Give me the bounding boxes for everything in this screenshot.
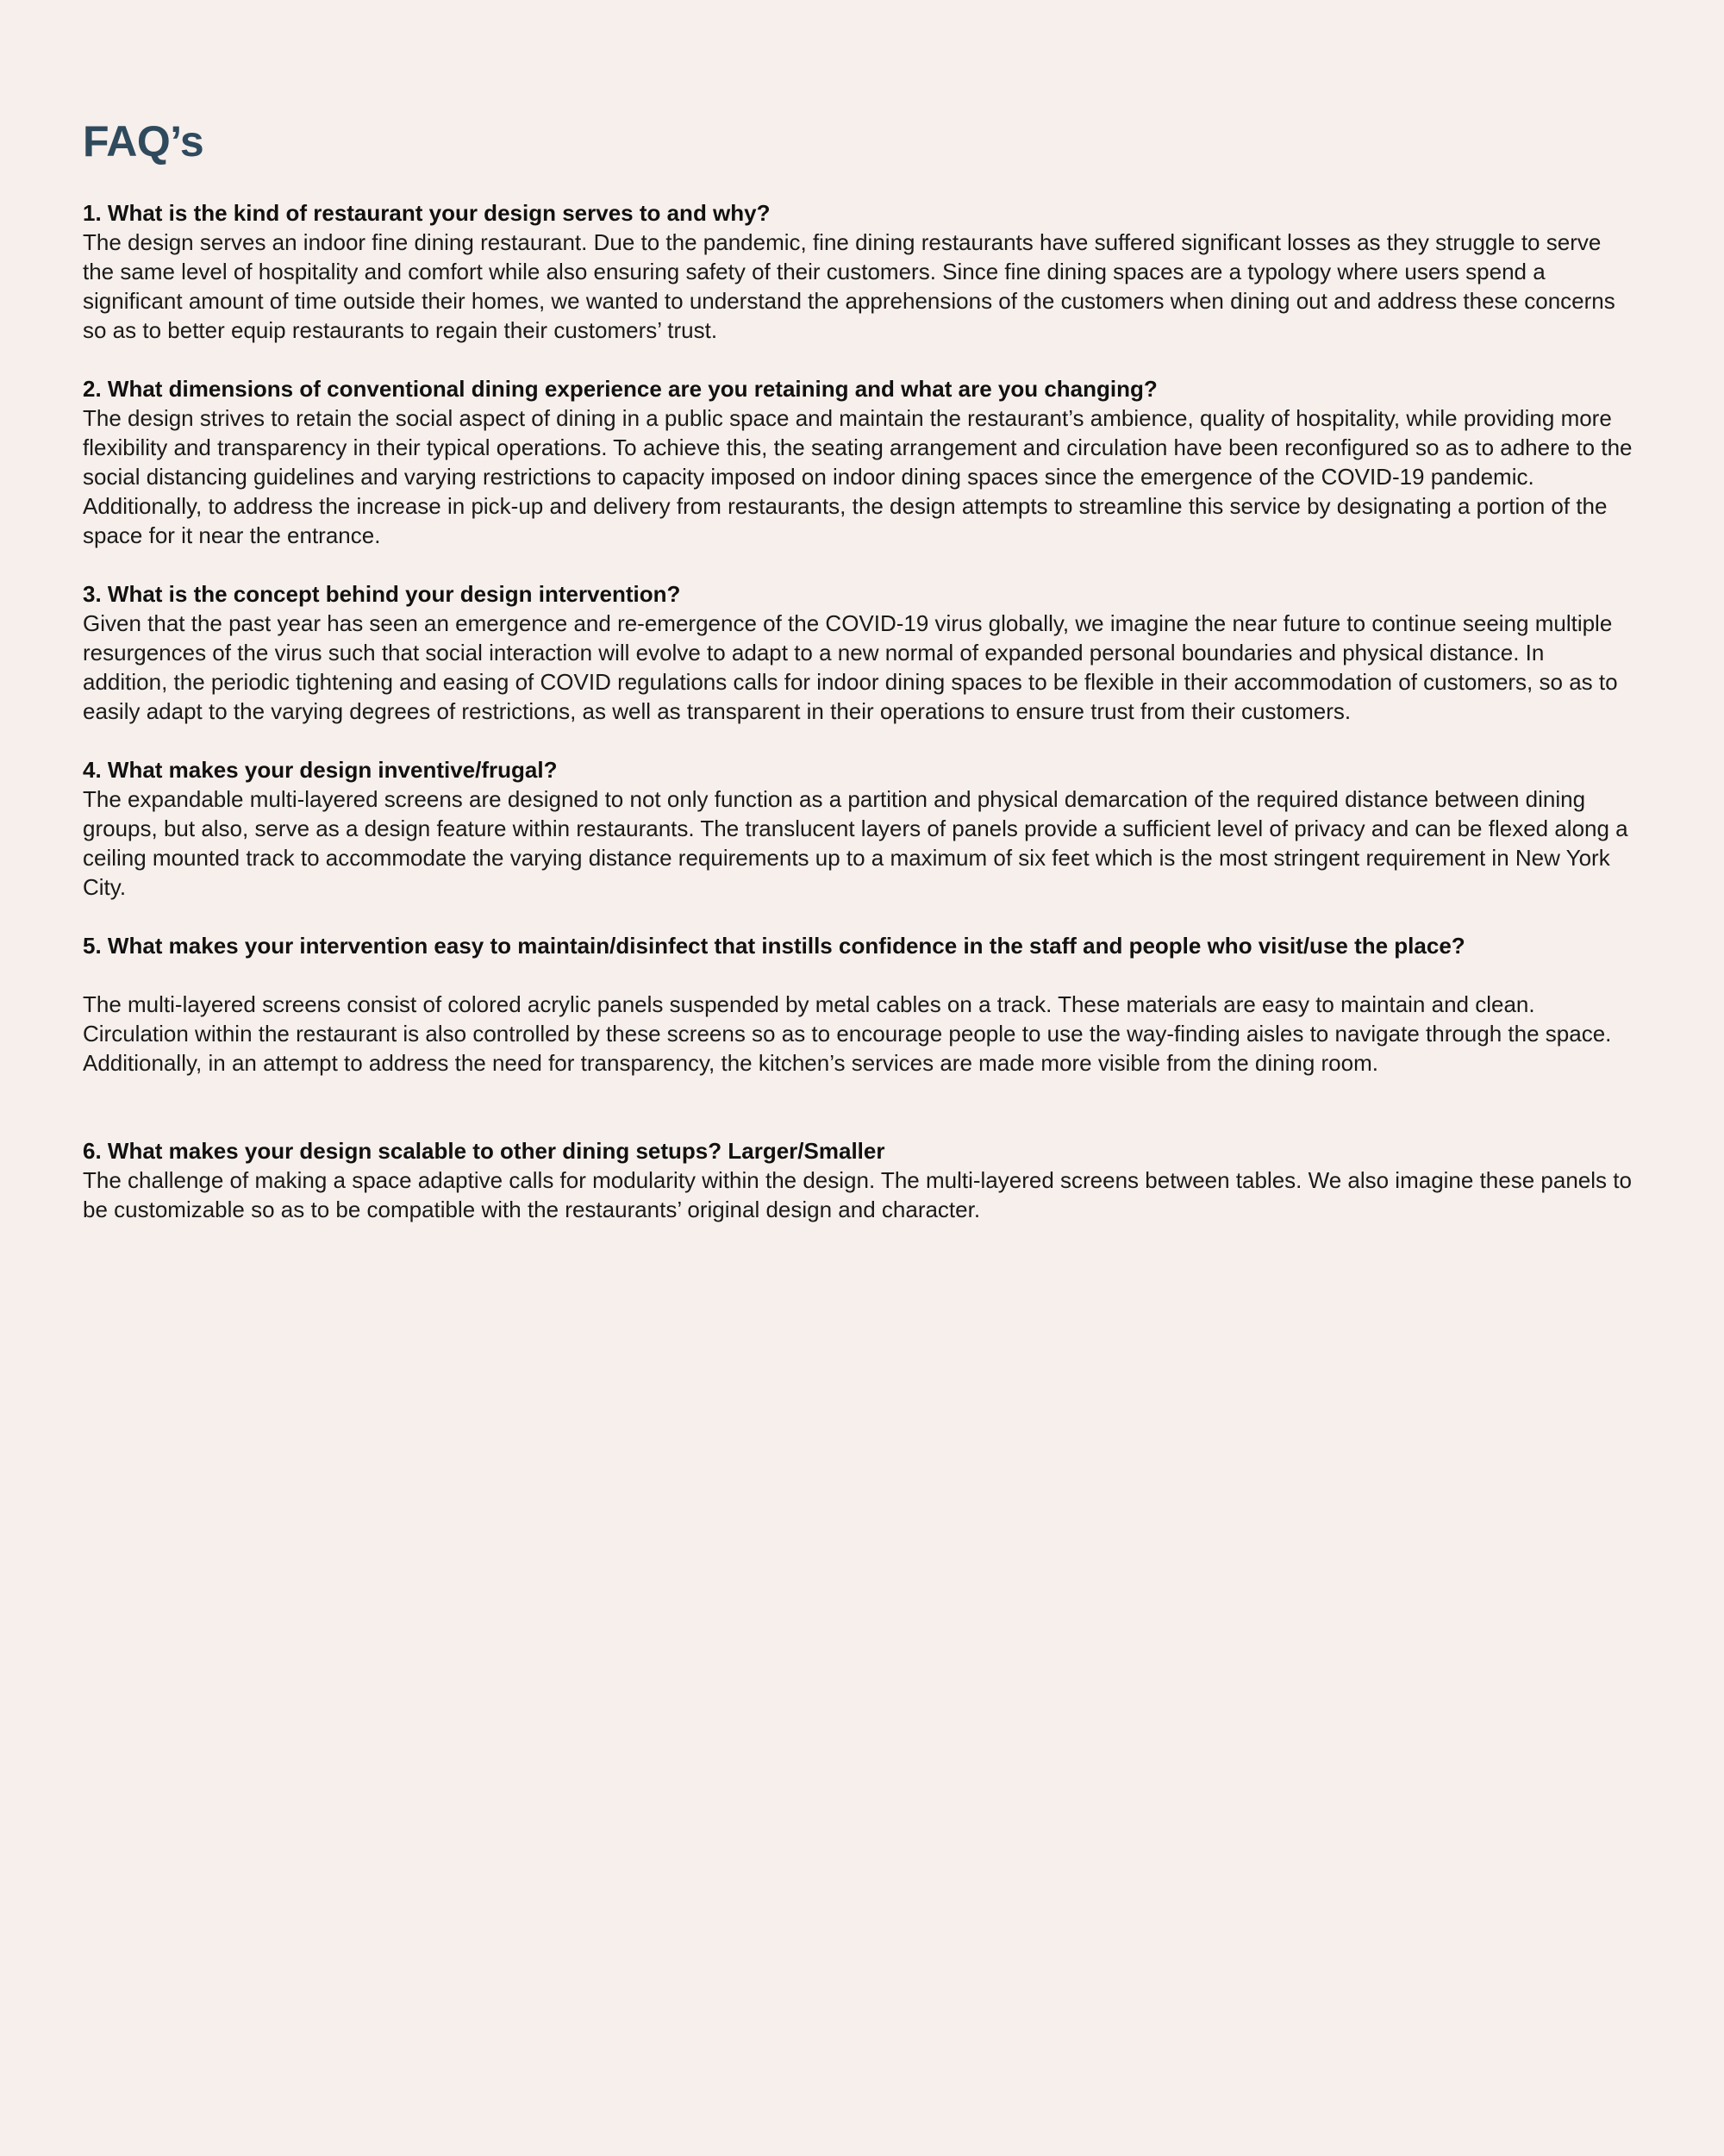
faq-answer-2: The design strives to retain the social aspect of dining in a public space and maintain the restaurant’s ambience, quality of hospitality, while providing more flexibility and transparency in their typical operations. To achieve this, the seating arrangement and circulation have been reconfigured so as to adhere to the social distancing guidelines and varying restrictions to capacity imposed on indoor dining spaces since the emergence of the COVID-19 pandemic. Additionally, to address the increase in pick-up and delivery from restaurants, the design attempts to streamline this service by designating a portion of the space for it near the entrance.	[83, 405, 1633, 548]
faq-page	[83, 110, 1634, 1253]
faq-answer-1: The design serves an indoor fine dining restaurant. Due to the pandemic, fine dining restaurants have suffered significant losses as they struggle to serve the same level of hospitality and comfort while also ensuring safety of their customers. Since fine dining spaces are a typology where users spend a significant amount of time outside their homes, we wanted to understand the apprehensions of the customers when dining out and address these concerns so as to better equip restaurants to regain their customers’ trust.	[83, 229, 1615, 343]
faq-answer-6: The challenge of making a space adaptive calls for modularity within the design. The multi-layered screens between tables. We also imagine these panels to be customizable so as to be compatible with the restaurants’ original design and character.	[83, 1167, 1632, 1222]
faq-question-1: 1. What is the kind of restaurant your design serves to and why?	[83, 200, 771, 226]
faq-question-3: 3. What is the concept behind your design intervention?	[83, 581, 681, 607]
faq-answer-3: Given that the past year has seen an emergence and re-emergence of the COVID-19 virus globally, we imagine the near future to continue seeing multiple resurgences of the virus such that social interaction will evolve to adapt to a new normal of expanded personal boundaries and physical distance. In addition, the periodic tightening and easing of COVID regulations calls for indoor dining spaces to be flexible in their accommodation of customers, so as to easily adapt to the varying degrees of restrictions, as well as transparent in their operations to ensure trust from their customers.	[83, 610, 1618, 724]
faq-list	[83, 198, 1634, 1224]
faq-question-5: 5. What makes your intervention easy to maintain/disinfect that instills confidence in the staff and people who visit/use the place?	[83, 933, 1465, 959]
faq-question-2: 2. What dimensions of conventional dining experience are you retaining and what are you changing?	[83, 376, 1158, 402]
faq-item-1	[83, 198, 1634, 345]
faq-answer-5: The multi-layered screens consist of colored acrylic panels suspended by metal cables on a track. These materials are easy to maintain and clean. Circulation within the restaurant is also controlled by these screens so as to encourage people to use the way-finding aisles to navigate through the space. Additionally, in an attempt to address the need for transparency, the kitchen’s services are made more visible from the dining room.	[83, 991, 1612, 1076]
page-title: FAQ’s	[83, 117, 204, 166]
faq-item-6	[83, 1136, 1634, 1224]
faq-question-6: 6. What makes your design scalable to other dining setups? Larger/Smaller	[83, 1138, 885, 1164]
faq-item-2	[83, 374, 1634, 550]
faq-item-3	[83, 579, 1634, 726]
faq-item-4	[83, 755, 1634, 902]
faq-item-5	[83, 931, 1634, 1078]
faq-question-4: 4. What makes your design inventive/frugal?	[83, 757, 558, 783]
faq-answer-4: The expandable multi-layered screens are designed to not only function as a partition and physical demarcation of the required distance between dining groups, but also, serve as a design feature within restaurants. The translucent layers of panels provide a sufficient level of privacy and can be flexed along a ceiling mounted track to accommodate the varying distance requirements up to a maximum of six feet which is the most stringent requirement in New York City.	[83, 786, 1628, 900]
